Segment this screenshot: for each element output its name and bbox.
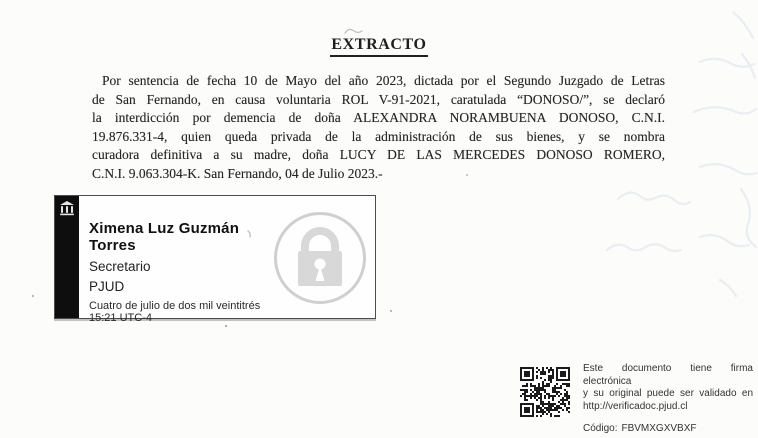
electronic-signature-stamp <box>54 195 376 324</box>
verification-code-value: FBVMXGXVBXF <box>621 423 697 434</box>
signer-name: Ximena Luz Guzmán Torres <box>89 220 240 254</box>
paragraph-line: 19.876.331-4, quien queda privada de la administración de sus bienes, y se nombra <box>92 128 665 144</box>
title-row <box>0 36 758 57</box>
paragraph-line: Por sentencia de fecha 10 de Mayo del año 2023, dictada por el Segundo Juzgado de Letras <box>102 73 665 88</box>
signature-time: 15:21 UTC-4 <box>89 312 152 324</box>
stamp-text-block <box>89 220 289 325</box>
padlock-glyph <box>277 215 363 301</box>
extract-paragraph <box>92 72 665 183</box>
verification-code <box>583 423 753 436</box>
stamp-sidebar <box>55 196 79 318</box>
paragraph-line: C.N.I. 9.063.304-K. San Fernando, 04 de Julio 2023.- <box>92 165 383 181</box>
verification-line: Este documento tiene firma electrónica <box>583 363 753 387</box>
verification-text <box>583 363 753 436</box>
verification-url: http://verificadoc.pjud.cl <box>583 400 688 412</box>
lock-watermark-icon <box>274 212 366 304</box>
verification-block <box>520 363 753 436</box>
courthouse-icon <box>59 200 75 217</box>
signature-date: Cuatro de julio de dos mil veintitrés <box>89 300 261 312</box>
verification-line: y su original puede ser validado en <box>583 388 753 399</box>
paragraph-line: curadora definitiva a su madre, doña LUCY DE LAS MERCEDES DONOSO ROMERO, <box>92 147 665 162</box>
paragraph-line: de San Fernando, en causa voluntaria ROL V-91-2021, caratulada “DONOSO/”, se declaró <box>92 91 665 107</box>
signer-role: Secretario <box>89 259 151 274</box>
verification-code-label: Código: <box>583 423 618 434</box>
qr-code <box>520 367 570 417</box>
document-title: EXTRACTO <box>330 36 427 57</box>
signer-institution: PJUD <box>89 279 125 294</box>
paragraph-line: la interdicción por demencia de doña ALEXANDRA NORAMBUENA DONOSO, C.N.I. <box>92 110 665 125</box>
